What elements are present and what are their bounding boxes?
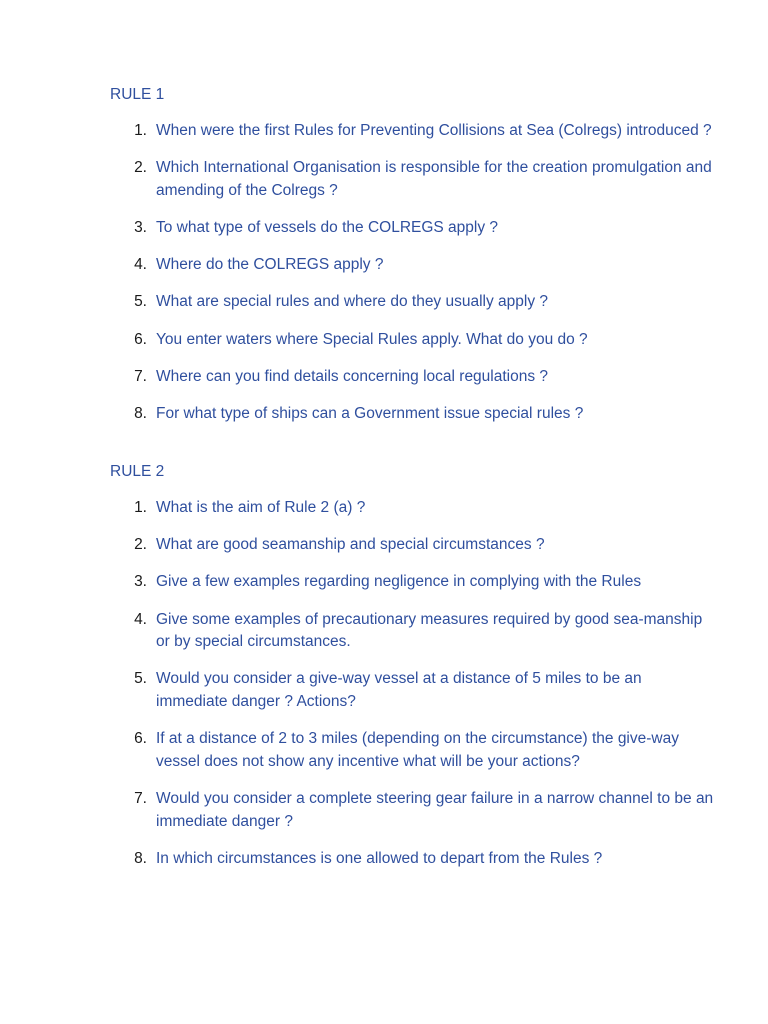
question-item [0, 403, 768, 426]
question-text: Where do the COLREGS apply ? [156, 256, 384, 274]
question-text: What is the aim of Rule 2 (a) ? [156, 499, 366, 516]
question-item [0, 366, 768, 389]
question-number: 7. [134, 789, 147, 807]
question-text: Give some examples of precautionary measures required by good sea-manship or by special circumstances. [156, 610, 703, 651]
question-item [0, 609, 768, 654]
question-text: For what type of ships can a Government issue special rules ? [156, 404, 584, 422]
question-number: 5. [134, 293, 147, 311]
question-number: 6. [134, 730, 147, 748]
section-heading-rule-1: RULE 1 [110, 86, 165, 103]
question-item [0, 848, 768, 871]
question-item [0, 157, 768, 202]
question-number: 7. [134, 367, 147, 385]
question-text: Where can you find details concerning local regulations ? [156, 367, 549, 385]
question-list-rule-1 [0, 120, 768, 440]
question-number: 2. [134, 159, 147, 177]
question-item [0, 329, 768, 352]
question-text: You enter waters where Special Rules apply. What do you do ? [156, 330, 588, 348]
question-number: 8. [134, 849, 147, 867]
question-number: 8. [134, 404, 147, 422]
question-item [0, 668, 768, 713]
question-text: Give a few examples regarding negligence in complying with the Rules [156, 573, 642, 591]
question-text: In which circumstances is one allowed to depart from the Rules ? [156, 849, 603, 867]
question-text: Which International Organisation is responsible for the creation promulgation and amending of the Colregs ? [156, 159, 712, 199]
question-item [0, 534, 768, 557]
question-item [0, 571, 768, 594]
question-number: 5. [134, 670, 147, 688]
section-heading-rule-2: RULE 2 [110, 463, 165, 480]
question-text: Would you consider a complete steering gear failure in a narrow channel to be an immediate danger ? [156, 789, 714, 830]
question-number: 4. [134, 256, 147, 274]
question-list-rule-2 [0, 497, 768, 885]
question-item [0, 217, 768, 240]
question-item [0, 497, 768, 520]
question-item [0, 291, 768, 314]
question-number: 2. [134, 536, 147, 554]
question-number: 3. [134, 218, 147, 236]
question-number: 1. [134, 122, 147, 139]
question-text: Would you consider a give-way vessel at a distance of 5 miles to be an immediate danger ? Actions? [156, 670, 642, 710]
question-text: When were the first Rules for Preventing Collisions at Sea (Colregs) introduced ? [156, 122, 712, 139]
question-number: 4. [134, 610, 147, 628]
question-item [0, 254, 768, 277]
question-number: 6. [134, 330, 147, 348]
question-item [0, 120, 768, 143]
question-item [0, 728, 768, 773]
question-item [0, 788, 768, 833]
question-text: To what type of vessels do the COLREGS apply ? [156, 218, 499, 236]
question-text: What are special rules and where do they usually apply ? [156, 293, 549, 311]
question-number: 3. [134, 573, 147, 591]
question-text: What are good seamanship and special circumstances ? [156, 536, 545, 554]
question-number: 1. [134, 499, 147, 516]
question-text: If at a distance of 2 to 3 miles (depending on the circumstance) the give-way vessel does not show any incentive what will be your actions? [156, 730, 679, 770]
